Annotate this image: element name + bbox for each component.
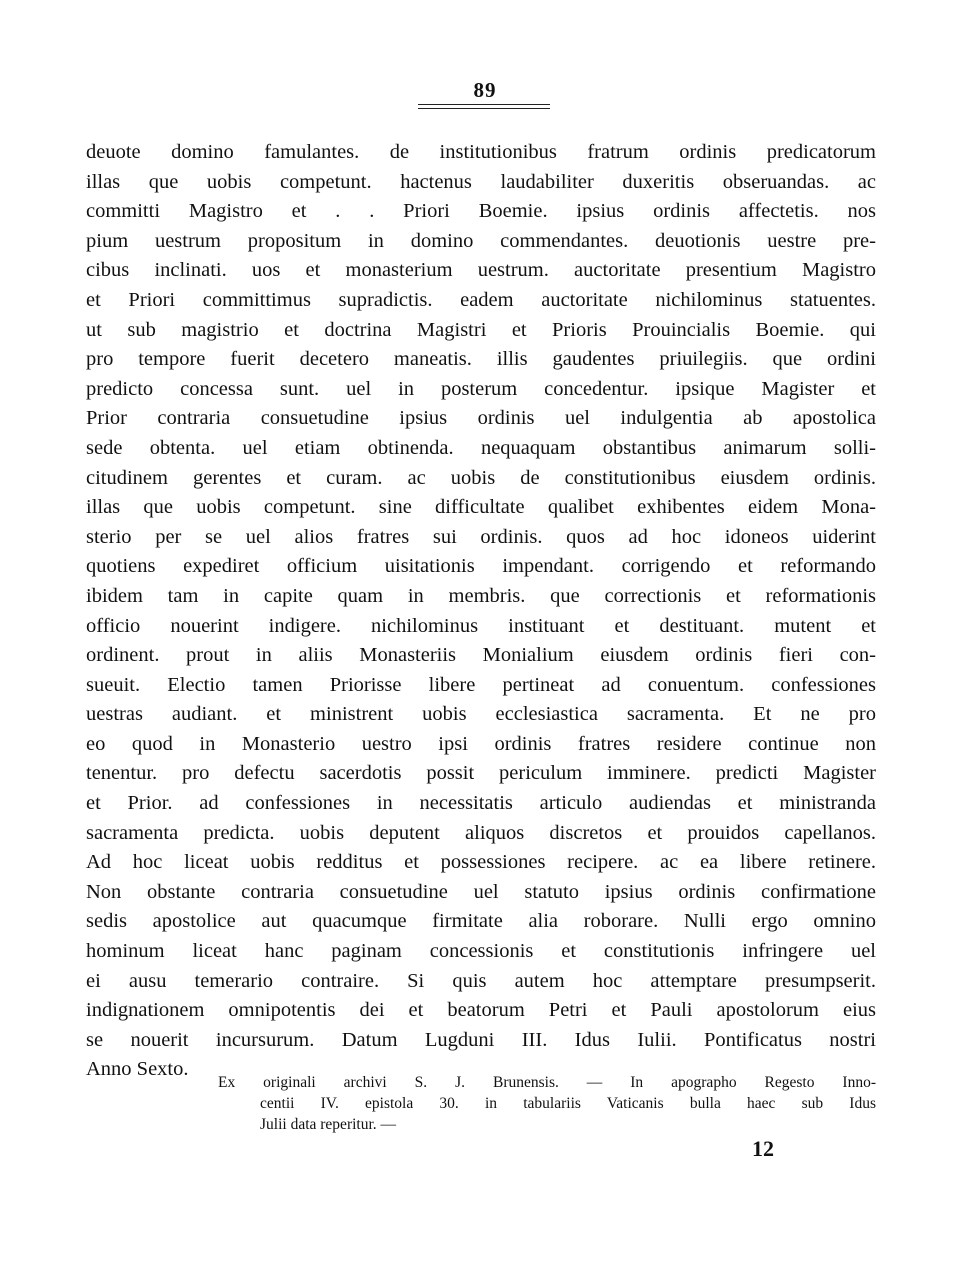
text-line: uestras audiant. et ministrent uobis ecclesiastica sacramenta. Et ne pro (86, 703, 876, 726)
text-line: pium uestrum propositum in domino commendantes. deuotionis uestre pre- (86, 229, 876, 252)
text-line: predicto concessa sunt. uel in posterum concedentur. ipsique Magister et (86, 377, 876, 400)
text-line: sueuit. Electio tamen Priorisse libere pertineat ad conuentum. confessiones (86, 673, 876, 696)
text-line: et Priori committimus supradictis. eadem auctoritate nichilominus statuentes. (86, 288, 876, 311)
text-line: illas que uobis competunt. sine difficultate qualibet exhibentes eidem Mona- (86, 496, 876, 519)
footnote-line: Julii data reperitur. — (260, 1116, 397, 1133)
signature-mark: 12 (752, 1136, 774, 1161)
text-line: officio nouerint indigere. nichilominus instituant et destituant. mutent et (86, 614, 876, 637)
footnote-line: centii IV. epistola 30. in tabulariis Vaticanis bulla haec sub Idus (260, 1095, 876, 1112)
text-line: ei ausu temerario contraire. Si quis autem hoc attemptare presumpserit. (86, 969, 876, 992)
text-line: et Prior. ad confessiones in necessitatis articulo audiendas et ministranda (86, 792, 876, 815)
text-line: sede obtenta. uel etiam obtinenda. nequaquam obstantibus animarum solli- (86, 436, 876, 459)
text-line: citudinem gerentes et curam. ac uobis de constitutionibus eiusdem ordinis. (86, 466, 876, 489)
footnote-line: Ex originali archivi S. J. Brunensis. — In apographo Regesto Inno- (218, 1074, 876, 1091)
text-line: illas que uobis competunt. hactenus laudabiliter duxeritis obseruandas. ac (86, 170, 876, 193)
text-line: pro tempore fuerit decetero maneatis. illis gaudentes priuilegiis. que ordini (86, 348, 876, 371)
text-line: indignationem omnipotentis dei et beatorum Petri et Pauli apostolorum eius (86, 999, 876, 1022)
text-line: Non obstante contraria consuetudine uel statuto ipsius ordinis confirmatione (86, 880, 876, 903)
text-line: Prior contraria consuetudine ipsius ordinis uel indulgentia ab apostolica (86, 407, 876, 430)
text-line: Ad hoc liceat uobis redditus et possessiones recipere. ac ea libere retinere. (86, 851, 876, 874)
text-line: se nouerit incursurum. Datum Lugduni III. Idus Iulii. Pontificatus nostri (86, 1028, 876, 1051)
text-line: deuote domino famulantes. de institutionibus fratrum ordinis predicatorum (86, 141, 876, 163)
text-line: ibidem tam in capite quam in membris. que correctionis et reformationis (86, 584, 876, 607)
source-footnote (218, 1072, 876, 1135)
text-line: hominum liceat hanc paginam concessionis et constitutionis infringere uel (86, 940, 876, 963)
text-line: sacramenta predicta. uobis deputent aliquos discretos et prouidos capellanos. (86, 821, 876, 844)
text-line: committi Magistro et . . Priori Boemie. ipsius ordinis affectetis. nos (86, 200, 876, 223)
text-line: tenentur. pro defectu sacerdotis possit periculum imminere. predicti Magister (86, 762, 876, 785)
page-number-rule (418, 104, 550, 109)
body-text (86, 138, 876, 1085)
text-line: sedis apostolice aut quacumque firmitate alia roborare. Nulli ergo omnino (86, 910, 876, 933)
text-line: ut sub magistrio et doctrina Magistri et Prioris Prouincialis Boemie. qui (86, 318, 876, 341)
text-line: eo quod in Monasterio uestro ipsi ordinis fratres residere continue non (86, 732, 876, 755)
text-line: ordinent. prout in aliis Monasteriis Monialium eiusdem ordinis fieri con- (86, 644, 876, 667)
page-number: 89 (473, 78, 497, 102)
text-line: cibus inclinati. uos et monasterium uestrum. auctoritate presentium Magistro (86, 259, 876, 282)
text-line: sterio per se uel alios fratres sui ordinis. quos ad hoc idoneos uiderint (86, 525, 876, 548)
text-line: quotiens expediret officium uisitationis impendant. corrigendo et reformando (86, 555, 876, 578)
text-line: Anno Sexto. (86, 1058, 189, 1081)
